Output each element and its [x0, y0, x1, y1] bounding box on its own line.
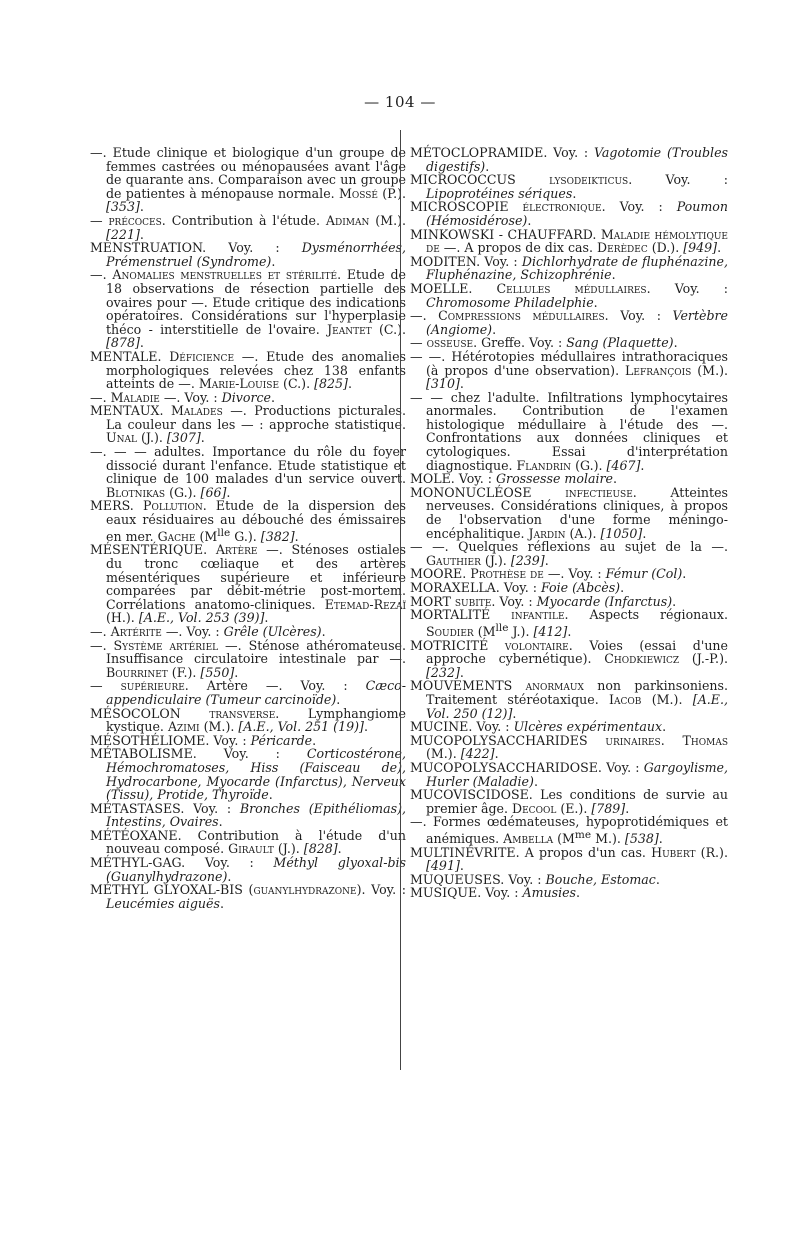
index-entry: —. Compressions médullaires. Voy. : Vertèbre (Angiome). [410, 308, 728, 337]
index-entry: MONONUCLÉOSE infectieuse. Atteintes nerveuses. Considérations cliniques, à propos de l'observation d'une forme méningo-encéphalitique. Jardin (A.). [1050]. [410, 484, 728, 541]
index-entry: — précoces. Contribution à l'étude. Adiman (M.). [221]. [90, 212, 406, 242]
column-divider [400, 130, 401, 1070]
index-entry: MUCOPOLYSACCHARIDES urinaires. Thomas (M.). [422]. [410, 732, 728, 762]
index-entry: MÉTHYL-GAG. Voy. : Méthyl glyoxal-bis (Guanylhydrazone). [90, 855, 406, 884]
page-number: — 104 — [364, 93, 436, 111]
index-entry: —. Formes œdémateuses, hypoprotidémiques et anémiques. Ambella ($M^{me}$ M.). [538]. [410, 814, 728, 847]
index-entry: MÉSOCOLON transverse. Lymphangiome kystique. Azimi (M.). [A.E., Vol. 251 (19)]. [90, 705, 406, 735]
index-entry: MUCOPOLYSACCHARIDOSE. Voy. : Gargoylisme, Hurler (Maladie). [410, 759, 728, 789]
index-entry: MORAXELLA. Voy. : Foie (Abcès). [410, 580, 625, 595]
index-entry: —. Système artériel —. Sténose athéromateuse. Insuffisance circulatoire intestinale par —. Bourrinet (F.). [550]. [90, 637, 406, 680]
index-entry: MULTINÉVRITE. A propos d'un cas. Hubert (R.). [491]. [410, 844, 728, 874]
index-entry: MOELLE. Cellules médullaires. Voy. : Chromosome Philadelphie. [410, 280, 729, 310]
index-entry: MOORE. Prothèse de —. Voy. : Fémur (Col). [410, 566, 687, 582]
index-entry: MÉTABOLISME. Voy. : Corticostérone, Hémochromatoses, Hiss (Faisceau de), Hydrocarbone, Myocarde (Infarctus), Nerveux (Tissu), Protide, Thyroïde. [90, 746, 406, 803]
index-entry: — —. Hétérotopies médullaires intrathoraciques (à propos d'une observation). Lefrançois (M.). [310]. [410, 348, 728, 392]
index-entry: MÉTOCLOPRAMIDE. Voy. : Vagotomie (Troubles digestifs). [410, 145, 728, 174]
index-entry: MORT subite. Voy. : Myocarde (Infarctus). [410, 593, 677, 609]
index-entry: MUSIQUE. Voy. : Amusies. [410, 885, 581, 901]
index-entry: MICROSCOPIE électronique. Voy. : Poumon (Hémosidérose). [410, 199, 728, 228]
index-entry: —. — — adultes. Importance du rôle du foyer dissocié durant l'enfance. Etude statistique et clinique de 100 malades d'un service ouvert. Blotnikas (G.). [66]. [90, 444, 406, 500]
index-entry: MENTALE. Déficience —. Etude des anomalies morphologiques relevées chez 138 enfants atteints de —. Marie-Louise (C.). [825]. [90, 348, 406, 392]
index-entry: MÉTASTASES. Voy. : Bronches (Epithéliomas), Intestins, Ovaires. [90, 800, 407, 830]
index-entry: MENSTRUATION. Voy. : Dysménorrhées, Prémenstruel (Syndrome). [90, 240, 406, 269]
index-entry: MUCINE. Voy. : Ulcères expérimentaux. [410, 719, 667, 735]
index-entry: MICROCOCCUS lysodeikticus. Voy. : Lipoprotéines sériques. [410, 172, 729, 201]
index-entry: MERS. Pollution. Etude de la dispersion des eaux résiduaires au débouché des émissaires en mer. Gache ($M^{lle}$ G.). [382]. [90, 498, 406, 544]
index-entry: MOTRICITÉ volontaire. Voies (essai d'une approche cybernétique). Chodkiewicz (J.-P.). [232]. [410, 637, 728, 680]
index-entry: —. Artérite —. Voy. : Grêle (Ulcères). [90, 623, 326, 639]
index-entry: MÉTHYL GLYOXAL-BIS (guanylhydrazone). Voy. : Leucémies aiguës. [90, 882, 406, 911]
index-entry: MORTALITÉ infantile. Aspects régionaux. Soudier ($M^{lle}$ J.). [412]. [410, 607, 728, 639]
index-column-right [410, 146, 728, 900]
index-entry: MINKOWSKI - CHAUFFARD. Maladie hémolytique de —. A propos de dix cas. Derèdec (D.). [949]. [410, 226, 728, 256]
index-entry: MÉSENTÉRIQUE. Artère —. Sténoses ostiales du tronc cœliaque et des artères mésentériques supérieure et inférieure comparées par débit-métrie post-mortem. Corrélations anatomo-cliniques. Etemad-Rezaï (H.). [A.E., Vol. 253 (39)]. [90, 542, 406, 626]
index-entry: —. Etude clinique et biologique d'un groupe de femmes castrées ou ménopausées avant l'âge de quarante ans. Comparaison avec un groupe de patientes à ménopause normale. Mossé (P.). [353]. [90, 145, 406, 215]
index-entry: MUQUEUSES. Voy. : Bouche, Estomac. [410, 871, 660, 887]
index-column-left [90, 146, 406, 910]
index-entry: —. Maladie —. Voy. : Divorce. [90, 389, 276, 405]
index-entry: — osseuse. Greffe. Voy. : Sang (Plaquette). [410, 335, 678, 351]
index-entry: MENTAUX. Malades —. Productions picturales. La couleur dans les — : approche statistique. Unal (J.). [307]. [90, 403, 406, 446]
index-entry: MODITEN. Voy. : Dichlorhydrate de fluphénazine, Fluphénazine, Schizophrénie. [410, 253, 728, 283]
index-entry: — —. Quelques réflexions au sujet de la —. Gauthier (J.). [239]. [410, 539, 728, 568]
index-entry: MOUVEMENTS anormaux non parkinsoniens. Traitement stéréotaxique. Iacob (M.). [A.E., Vol. 250 (12)]. [410, 678, 728, 721]
index-entry: MÉTÉOXANE. Contribution à l'étude d'un nouveau composé. Girault (J.). [828]. [90, 827, 406, 857]
index-entry: MOLE. Voy. : Grossesse molaire. [410, 471, 617, 487]
index-entry: —. Anomalies menstruelles et stérilité. Etude de 18 observations de résection partielle des ovaires pour —. Etude critique des indications opératoires. Considérations sur l'hyperplasie théco - interstitielle de l'ovaire. Jeantet (C.). [878]. [90, 267, 406, 351]
index-entry: — — chez l'adulte. Infiltrations lymphocytaires anormales. Contribution de l'examen histologique médullaire à l'étude des —. Confrontations aux données cliniques et cytologiques. Essai d'interprétation diagnostique. Flandrin (G.). [467]. [410, 389, 728, 473]
index-entry: — supérieure. Artère —. Voy. : Cæco-appendiculaire (Tumeur carcinoïde). [90, 678, 406, 707]
index-entry: MÉSOTHÉLIOME. Voy. : Péricarde. [90, 732, 317, 748]
index-entry: MUCOVISCIDOSE. Les conditions de survie au premier âge. Decool (E.). [789]. [410, 787, 728, 816]
